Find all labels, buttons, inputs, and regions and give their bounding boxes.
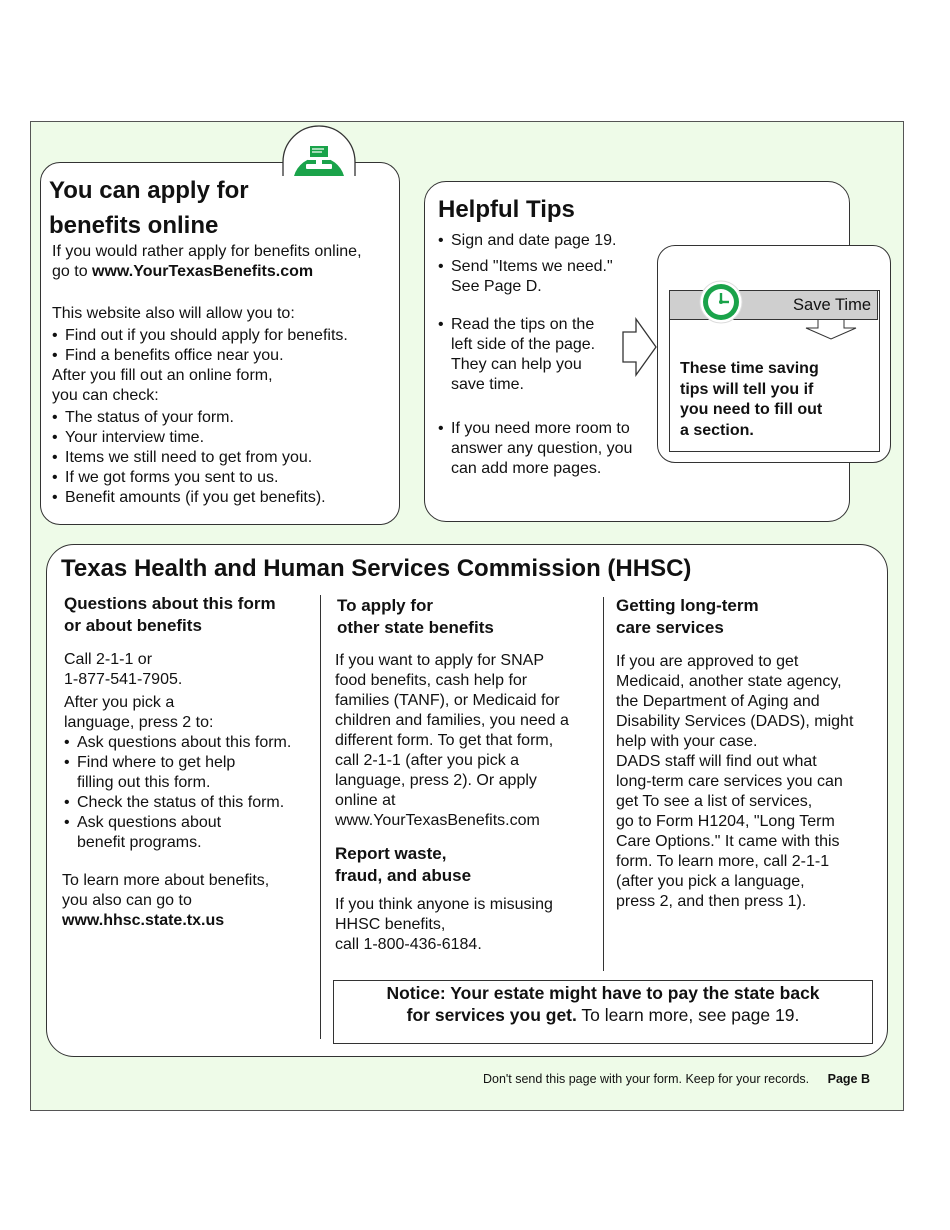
list-item — [64, 753, 319, 793]
online-allow-section — [52, 304, 397, 508]
learn-line: you also can go to — [62, 892, 192, 909]
hhsc-column-questions — [64, 593, 319, 931]
questions-list — [64, 733, 319, 853]
save-time-line: a section. — [680, 421, 754, 439]
online-website-link[interactable]: www.YourTexasBenefits.com — [92, 263, 314, 280]
questions-learn — [62, 871, 319, 931]
notice-line-1: Notice: Your estate might have to pay the state back — [386, 983, 820, 1003]
questions-heading — [64, 593, 319, 637]
body-line: get To see a list of services, — [616, 793, 813, 810]
footer — [400, 1071, 870, 1087]
heading-line: Questions about this form — [64, 594, 276, 613]
other-benefits-heading — [337, 595, 595, 639]
body-line: Care Options." It came with this — [616, 833, 840, 850]
column-divider — [603, 597, 604, 971]
online-goto — [52, 262, 397, 282]
online-after-line-1: After you fill out an online form, — [52, 367, 273, 384]
estate-notice — [333, 980, 873, 1044]
online-after-line-2: you can check: — [52, 387, 159, 404]
item-line: Ask questions about this form. — [77, 734, 292, 751]
right-arrow-icon — [621, 317, 659, 377]
helpful-tips-title: Helpful Tips — [438, 196, 575, 223]
body-line: food benefits, cash help for — [335, 672, 528, 689]
footer-note: Don't send this page with your form. Keep for your records. — [482, 1072, 810, 1086]
list-item: • Find a benefits office near you. — [52, 346, 397, 366]
goto-prefix: go to — [52, 263, 93, 280]
body-line: Medicaid, another state agency, — [616, 673, 842, 690]
tip-3-line: left side of the page. — [451, 336, 596, 353]
other-benefits-website[interactable]: www.YourTexasBenefits.com — [335, 812, 540, 829]
save-time-line: you need to fill out — [680, 401, 823, 418]
tip-4-line: If you need more room to — [451, 420, 630, 437]
hhsc-column-long-term-care — [616, 595, 881, 912]
body-line: form. To learn more, call 2-1-1 — [616, 853, 830, 870]
heading-line: Getting long-term — [616, 596, 759, 615]
heading-line: or about benefits — [64, 616, 202, 635]
item-line: Check the status of this form. — [77, 794, 285, 811]
list-item — [438, 231, 658, 251]
report-heading — [335, 843, 595, 887]
down-arrow-icon — [804, 319, 858, 341]
body-line: press 2, and then press 1). — [616, 893, 807, 910]
save-time-line: tips will tell you if — [680, 380, 814, 398]
questions-after — [64, 693, 319, 733]
notice-bold: for services you get. — [406, 1005, 577, 1025]
apply-online-title — [49, 173, 249, 243]
notice-line-2 — [334, 1004, 872, 1026]
body-line: help with your case. — [616, 733, 758, 750]
save-time-text — [680, 359, 875, 441]
heading-line: fraud, and abuse — [335, 866, 472, 885]
learn-line: To learn more about benefits, — [62, 872, 270, 889]
heading-line: Report waste, — [335, 844, 447, 863]
apply-online-box — [40, 162, 400, 525]
body-line: online at — [335, 792, 396, 809]
call-line: Call 2-1-1 or — [64, 651, 153, 668]
hhsc-column-other-benefits — [335, 595, 595, 955]
tip-3-line: save time. — [451, 376, 524, 393]
after-line: After you pick a — [64, 694, 175, 711]
tip-1: Sign and date page 19. — [451, 232, 617, 249]
list-item — [64, 793, 319, 813]
save-time-label: Save Time — [793, 296, 871, 314]
body-line: call 2-1-1 (after you pick a — [335, 752, 520, 769]
heading-line: care services — [616, 618, 724, 637]
hhsc-box — [46, 544, 888, 1057]
title-line-2: benefits online — [49, 212, 219, 239]
body-line: Disability Services (DADS), might — [616, 713, 854, 730]
list-item: • Find out if you should apply for benefits. — [52, 326, 397, 346]
list-item — [64, 813, 319, 853]
body-line: language, press 2). Or apply — [335, 772, 537, 789]
body-line: If you are approved to get — [616, 653, 799, 670]
computer-icon — [282, 124, 356, 176]
report-body — [335, 895, 595, 955]
body-line: different form. To get that form, — [335, 732, 554, 749]
tip-2-line-2: See Page D. — [451, 278, 542, 295]
item-line: benefit programs. — [77, 834, 202, 851]
item-line: Ask questions about — [77, 814, 222, 831]
save-time-panel — [657, 245, 891, 463]
call-line: 1-877-541-7905. — [64, 671, 183, 688]
body-line: go to Form H1204, "Long Term — [616, 813, 835, 830]
heading-line: To apply for — [337, 596, 434, 615]
body-line: families (TANF), or Medicaid for — [335, 692, 560, 709]
after-line: language, press 2 to: — [64, 714, 214, 731]
hhsc-title: Texas Health and Human Services Commission (HHSC) — [61, 555, 692, 582]
other-benefits-body — [335, 651, 595, 831]
body-line: call 1-800-436-6184. — [335, 936, 482, 953]
page-number: Page B — [827, 1072, 870, 1086]
body-line: If you think anyone is misusing — [335, 896, 553, 913]
column-divider — [320, 595, 321, 1039]
body-line: children and families, you need a — [335, 712, 569, 729]
list-item: • The status of your form. — [52, 408, 397, 428]
tip-2-line-1: Send "Items we need." — [451, 258, 613, 275]
save-time-line: These time saving — [680, 360, 819, 377]
item-line: Find where to get help — [77, 754, 236, 771]
list-item: • If we got forms you sent to us. — [52, 468, 397, 488]
list-item: • Items we still need to get from you. — [52, 448, 397, 468]
hhsc-website-link[interactable]: www.hhsc.state.tx.us — [62, 912, 225, 929]
tip-3-line: Read the tips on the — [451, 316, 595, 333]
clock-icon — [699, 280, 743, 324]
questions-call — [64, 650, 319, 690]
online-check-list — [52, 408, 397, 508]
body-line: DADS staff will find out what — [616, 753, 817, 770]
tip-4-line: can add more pages. — [451, 460, 602, 477]
online-intro — [52, 242, 397, 282]
body-line: the Department of Aging and — [616, 693, 820, 710]
title-line-1: You can apply for — [49, 177, 249, 204]
item-line: filling out this form. — [77, 774, 211, 791]
list-item — [438, 419, 658, 479]
list-item — [438, 257, 658, 297]
tip-3-line: They can help you — [451, 356, 582, 373]
heading-line: other state benefits — [337, 618, 494, 637]
body-line: If you want to apply for SNAP — [335, 652, 544, 669]
list-item — [64, 733, 319, 753]
list-item: • Your interview time. — [52, 428, 397, 448]
list-item: • Benefit amounts (if you get benefits). — [52, 488, 397, 508]
body-line: long-term care services you can — [616, 773, 843, 790]
body-line: HHSC benefits, — [335, 916, 446, 933]
online-allow-text: This website also will allow you to: — [52, 305, 295, 322]
tip-4-line: answer any question, you — [451, 440, 633, 457]
long-term-care-body — [616, 652, 881, 912]
body-line: (after you pick a language, — [616, 873, 805, 890]
notice-rest: To learn more, see page 19. — [576, 1005, 800, 1025]
online-intro-text: If you would rather apply for benefits online, — [52, 243, 362, 260]
online-allow-list — [52, 326, 397, 366]
long-term-care-heading — [616, 595, 881, 639]
